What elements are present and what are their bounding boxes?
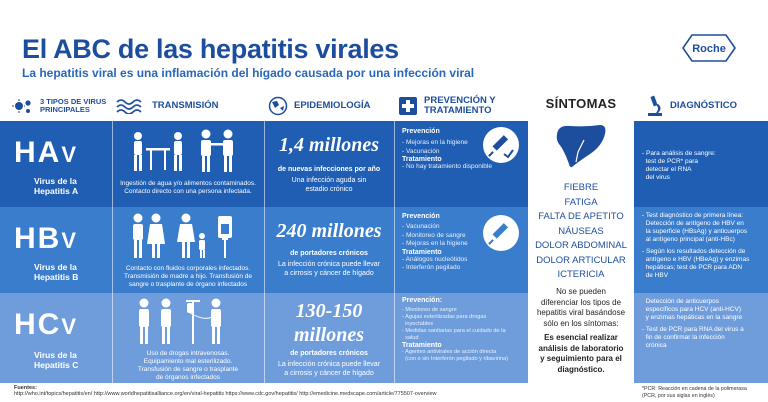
prevention-c: Prevención: - Monitoreo de sangre - Agujas esterilizadas para drogas inyectables - Medidas sanitarias para el cuidado de la salud Tratamiento - Agentes antivirales de acción directa (con o sin Interferón pegilado y ribavirina) — [402, 297, 526, 363]
prevention-b: Prevención - Vacunación - Monitoreo de sangre - Mejoras en la higiene Tratamiento - Análogos nucleótidos - Interferón pegilado — [402, 213, 492, 273]
epi-desc-a: Una infección aguda sin estadio crónico — [291, 177, 367, 193]
col-header-types: 3 TIPOS DE VIRUS PRINCIPALES — [12, 90, 108, 121]
symptom-item: FIEBRE — [563, 182, 599, 193]
epi-big-c1: 130-150 — [295, 300, 363, 322]
list-item: - Interferón pegilado — [402, 264, 461, 272]
epi-sub-a: de nuevas infecciones por año — [277, 166, 381, 173]
symptom-item: DOLOR ARTICULAR — [536, 254, 626, 266]
people-family-icon — [128, 212, 244, 267]
list-item: - No hay tratamiento disponible — [402, 163, 492, 171]
symptoms-list — [528, 181, 634, 283]
symptoms-note-bold: Es esencial realizar análisis de laboratorio y seguimiento para el diagnóstico. — [538, 333, 624, 374]
virus-name-c: Virus de la Hepatitis C — [34, 350, 79, 370]
diagnosis-c: Detección de anticuerpos específicos para HCV (anti-HCV) y enzimas hepáticas en la sangre - Test de PCR para RNA del virus a fin de confirmar la infección crónica — [642, 298, 744, 349]
symptom-item: ICTERICIA — [557, 269, 605, 280]
list-item: - Mejoras en la higiene — [402, 240, 468, 248]
list-item: - Análogos nucleótidos — [402, 255, 468, 263]
pcr-footnote: *PCR: Reacción en cadena de la polimerasa (PCR, por sus siglas en inglés) — [642, 386, 747, 399]
list-item: - Medidas sanitarias para el cuidado de la — [402, 328, 506, 334]
virus-icon — [12, 97, 34, 115]
col-header-epidemiology: EPIDEMIOLOGÍA — [268, 90, 388, 121]
diagnosis-b: - Test diagnóstico de primera línea: Detección de antígeno de HBV en la superficie (HBsAg) y anticuerpos al antígeno principal (anti-HBc) - Según los resultados detección de antígeno e HBV (HBeAg) y enzimas hepáticas; test de PCR para ADN de HBV — [642, 212, 750, 279]
list-item: (con o sin Interferón pegilado y ribavirina) — [405, 356, 509, 362]
virus-name-a: Virus de la Hepatitis A — [34, 176, 79, 196]
list-item: - Vacunación — [402, 147, 440, 155]
page-subtitle: La hepatitis viral es una inflamación del hígado causada por una infección viral — [22, 66, 475, 80]
epi-sub-c: de portadores crónicos — [290, 350, 368, 357]
epi-desc-c: La infección crónica puede llevar a cirrosis y cáncer de hígado — [278, 361, 380, 377]
symptom-item: DOLOR ABDOMINAL — [535, 240, 627, 251]
vaccine-syringe-icon — [482, 126, 520, 169]
epi-sub-b: de portadores crónicos — [290, 250, 368, 257]
epi-desc-b: La infección crónica puede llevar a cirrosis y cáncer de hígado — [278, 261, 380, 277]
list-item: - Vacunación — [402, 223, 440, 230]
epi-big-a: 1,4 millones — [278, 134, 379, 156]
prevention-a: Prevención - Mejoras en la higiene - Vacunación Tratamiento - No hay tratamiento disponible — [402, 128, 492, 171]
list-item: - Monitoreo de sangre — [402, 307, 457, 313]
list-item: inyectables — [405, 321, 434, 327]
people-iv-icon — [134, 297, 238, 352]
transmission-c: Uso de drogas intravenosas. Equipamiento mal esterilizado. Transfusión de sangre o trasplante de órganos infectados — [137, 350, 239, 381]
syringe-icon — [482, 214, 520, 257]
diagnosis-a: - Para análisis de sangre: test de PCR* para detectar el RNA del virus — [642, 150, 716, 181]
people-table-icon — [130, 128, 242, 179]
transmission-a: Ingestión de agua y/o alimentos contaminados. Contacto directo con una persona infectada. — [120, 180, 256, 195]
logo-text: Roche — [692, 43, 726, 55]
symptom-item: FATIGA — [564, 196, 598, 208]
microscope-icon — [646, 95, 664, 117]
globe-icon — [268, 96, 288, 116]
epi-big-b: 240 millones — [276, 220, 382, 242]
sources-links[interactable]: http://who.int/topics/hepatitis/en/ http://www.worldhepatitisalliance.org/en/viral-hepatitis https://www.cdc.gov/hepatitis/ http://emedicine.medscape.com/article/775507-overview — [14, 391, 437, 397]
virus-code-hav: HAV — [14, 136, 79, 169]
virus-code-hbv: HBV — [14, 222, 79, 255]
virus-code-hcv: HCV — [14, 308, 79, 341]
liver-icon — [554, 122, 608, 175]
col-header-diagnosis: DIAGNÓSTICO — [646, 90, 766, 121]
list-item: - Agentes antivirales de acción directa — [402, 349, 497, 355]
roche-logo — [682, 34, 736, 62]
medical-cross-icon — [398, 96, 418, 116]
page-title: El ABC de las hepatitis virales — [22, 34, 399, 64]
list-item: - Monitoreo de sangre — [402, 231, 466, 239]
transmission-b: Contacto con fluidos corporales infectados. Transmisión de madre a hijo. Transfusión de sangre o trasplante de órgano infectados — [123, 265, 253, 288]
list-item: - Agujas esterilizadas para drogas — [402, 314, 487, 320]
col-header-prevention: PREVENCIÓN Y TRATAMIENTO — [398, 90, 526, 121]
symptoms-note: No se pueden diferenciar los tipos de hepatitis viral basándose sólo en los síntomas: — [536, 287, 626, 328]
list-item: salud — [405, 335, 419, 341]
wave-icon — [116, 98, 146, 114]
symptom-item: FALTA DE APETITO — [538, 211, 624, 222]
col-header-transmission: TRANSMISIÓN — [116, 90, 256, 121]
symptom-item: NÁUSEAS — [558, 225, 604, 237]
symptoms-title: SÍNTOMAS — [545, 96, 617, 111]
epi-big-c2: millones — [293, 324, 364, 346]
virus-name-b: Virus de la Hepatitis B — [34, 262, 79, 282]
sources-footer: Fuentes: http://who.int/topics/hepatitis/en/ http://www.worldhepatitisalliance.org/en/viral-hepatitis https://www.cdc.gov/hepatitis/ http://emedicine.medscape.com/article/775507-overview — [14, 385, 437, 397]
list-item: - Mejoras en la higiene — [402, 139, 468, 146]
